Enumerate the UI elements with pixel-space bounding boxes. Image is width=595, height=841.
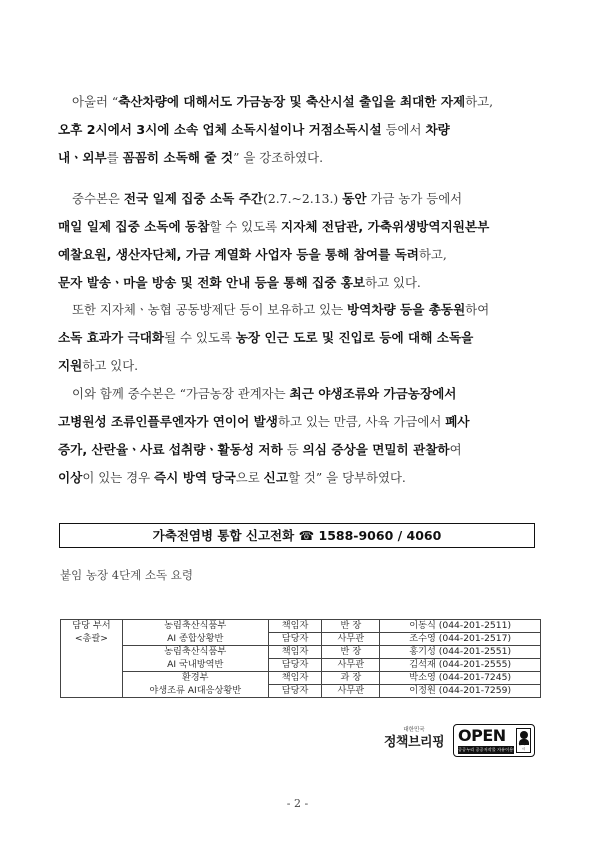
header-dept: 담당 부서 <box>61 620 123 633</box>
emphasis: 고병원성 조류인플루엔자가 연이어 발생 <box>58 414 278 429</box>
empty-cell <box>61 646 123 659</box>
org-cell: 농림축산식품부 <box>122 620 268 633</box>
hotline-box <box>59 523 535 548</box>
emphasis: 오후 2시에서 3시에 소속 업체 소독시설이나 거점소독시설 <box>58 122 382 137</box>
title-cell: 사무관 <box>322 633 380 646</box>
emphasis: 소독 효과가 극대화 <box>58 330 165 345</box>
title-cell: 과 장 <box>322 672 380 685</box>
contact-cell: 조수영 (044-201-2517) <box>380 633 541 646</box>
text: 가금 농가 등에서 <box>366 191 463 206</box>
org-cell: AI 종합상황반 <box>122 633 268 646</box>
text: 여 <box>449 442 462 457</box>
table-row <box>61 646 541 659</box>
hotline-numbers: 1588-9060 / 4060 <box>318 528 442 543</box>
title-cell: 사무관 <box>322 685 380 698</box>
text: 등 <box>282 442 303 457</box>
attribution-caption: 출처표시 <box>518 742 529 751</box>
text: 하고, <box>418 247 447 262</box>
emphasis: 축산차량에 대해서도 가금농장 및 축산시설 출입을 최대한 자제 <box>118 94 466 109</box>
text: 하고 있다. <box>82 358 139 373</box>
org-cell: 야생조류 AI대응상황반 <box>122 685 268 698</box>
logo-small-text: 대한민국 <box>403 727 425 733</box>
emphasis: 차량 <box>425 122 450 137</box>
emphasis: 문자 발송ㆍ마을 방송 및 전화 안내 등을 통해 집중 홍보 <box>58 275 366 290</box>
paragraph-2 <box>58 185 538 297</box>
attachment-note: 붙임 농장 4단계 소독 요령 <box>60 568 194 582</box>
phone-icon: ☎ <box>298 528 315 543</box>
page-number: - 2 - <box>286 797 309 810</box>
contact-cell: 박소영 (044-201-7245) <box>380 672 541 685</box>
emphasis: 이상 <box>58 470 83 485</box>
org-cell: AI 국내방역반 <box>122 659 268 672</box>
emphasis: 지원 <box>58 358 83 373</box>
open-license-logo <box>453 724 535 757</box>
attribution-icon <box>516 728 531 753</box>
paragraph-3 <box>58 296 538 380</box>
text: 하고 있는 만큼, 사육 가금에서 <box>277 414 446 429</box>
emphasis: 내ㆍ외부 <box>58 150 107 165</box>
table-row <box>61 659 541 672</box>
emphasis: 예찰요원, 생산자단체, 가금 계열화 사업자 등을 통해 참여를 독려 <box>58 247 419 262</box>
emphasis: 최근 야생조류와 가금농장에서 <box>289 386 457 401</box>
table-row <box>61 672 541 685</box>
text: 으로 <box>235 470 264 485</box>
empty-cell <box>61 685 123 698</box>
text: 아울러 “ <box>72 94 119 109</box>
text: 이와 함께 중수본은 “가금농장 관계자는 <box>72 386 290 401</box>
contacts-table <box>60 619 541 698</box>
text: 하여 <box>465 302 490 317</box>
emphasis: 방역차량 등을 총동원 <box>347 302 466 317</box>
title-cell: 반 장 <box>322 646 380 659</box>
text: 하고 있다. <box>365 275 421 290</box>
role-cell: 담당자 <box>268 633 322 646</box>
person-head-shape <box>520 731 528 739</box>
text: 를 <box>106 150 123 165</box>
role-cell: 담당자 <box>268 659 322 672</box>
table-row <box>61 685 541 698</box>
open-bar-text: 공공누리 공공저작물 자유이용허락 <box>458 747 522 752</box>
text: 할 것” 을 당부하였다. <box>288 470 406 485</box>
role-cell: 담당자 <box>268 685 322 698</box>
emphasis: 꼼꼼히 소독해 줄 것 <box>122 150 234 165</box>
open-text: OPEN <box>458 726 506 745</box>
title-cell: 반 장 <box>322 620 380 633</box>
emphasis: 농장 인근 도로 및 진입로 등에 대해 소독을 <box>235 330 474 345</box>
emphasis: 매일 일제 집중 소독에 동참 <box>58 219 210 234</box>
emphasis: 증가, 산란율ㆍ사료 섭취량ㆍ활동성 저하 <box>58 442 283 457</box>
text: 하고, <box>465 94 494 109</box>
text: 할 수 있도록 <box>209 219 282 234</box>
role-cell: 책임자 <box>268 646 322 659</box>
paragraph-1 <box>58 88 538 172</box>
paragraph-4 <box>58 380 538 492</box>
header-sub: <총괄> <box>61 633 123 646</box>
emphasis: 전국 일제 집중 소독 주간 <box>123 191 264 206</box>
empty-cell <box>61 659 123 672</box>
emphasis: 신고 <box>263 470 289 485</box>
contact-cell: 홍기성 (044-201-2551) <box>380 646 541 659</box>
korea-policy-briefing-logo <box>383 727 445 757</box>
contact-cell: 김석재 (044-201-2555) <box>380 659 541 672</box>
emphasis: 동안 <box>342 191 367 206</box>
org-cell: 농림축산식품부 <box>122 646 268 659</box>
emphasis: 폐사 <box>445 414 470 429</box>
text: ” 을 강조하였다. <box>233 150 324 165</box>
text: 될 수 있도록 <box>164 330 236 345</box>
text: 또한 지자체ㆍ농협 공동방제단 등이 보유하고 있는 <box>72 302 347 317</box>
emphasis: 의심 증상을 면밀히 관찰하 <box>302 442 450 457</box>
emphasis: 즉시 방역 당국 <box>154 470 236 485</box>
table-row <box>61 633 541 646</box>
contact-cell: 이정원 (044-201-7259) <box>380 685 541 698</box>
text: 이 있는 경우 <box>82 470 155 485</box>
text: 중수본은 <box>72 191 124 206</box>
text: (2.7.~2.13.) <box>263 191 343 206</box>
role-cell: 책임자 <box>268 672 322 685</box>
org-cell: 환경부 <box>122 672 268 685</box>
empty-cell <box>61 672 123 685</box>
role-cell: 책임자 <box>268 620 322 633</box>
logo-big-text: 정책브리핑 <box>383 735 445 750</box>
text: 등에서 <box>381 122 426 137</box>
emphasis: 지자체 전담관, 가축위생방역지원본부 <box>281 219 490 234</box>
table-row <box>61 620 541 633</box>
title-cell: 사무관 <box>322 659 380 672</box>
contact-cell: 이동식 (044-201-2511) <box>380 620 541 633</box>
hotline-label: 가축전염병 통합 신고전화 <box>152 528 295 543</box>
